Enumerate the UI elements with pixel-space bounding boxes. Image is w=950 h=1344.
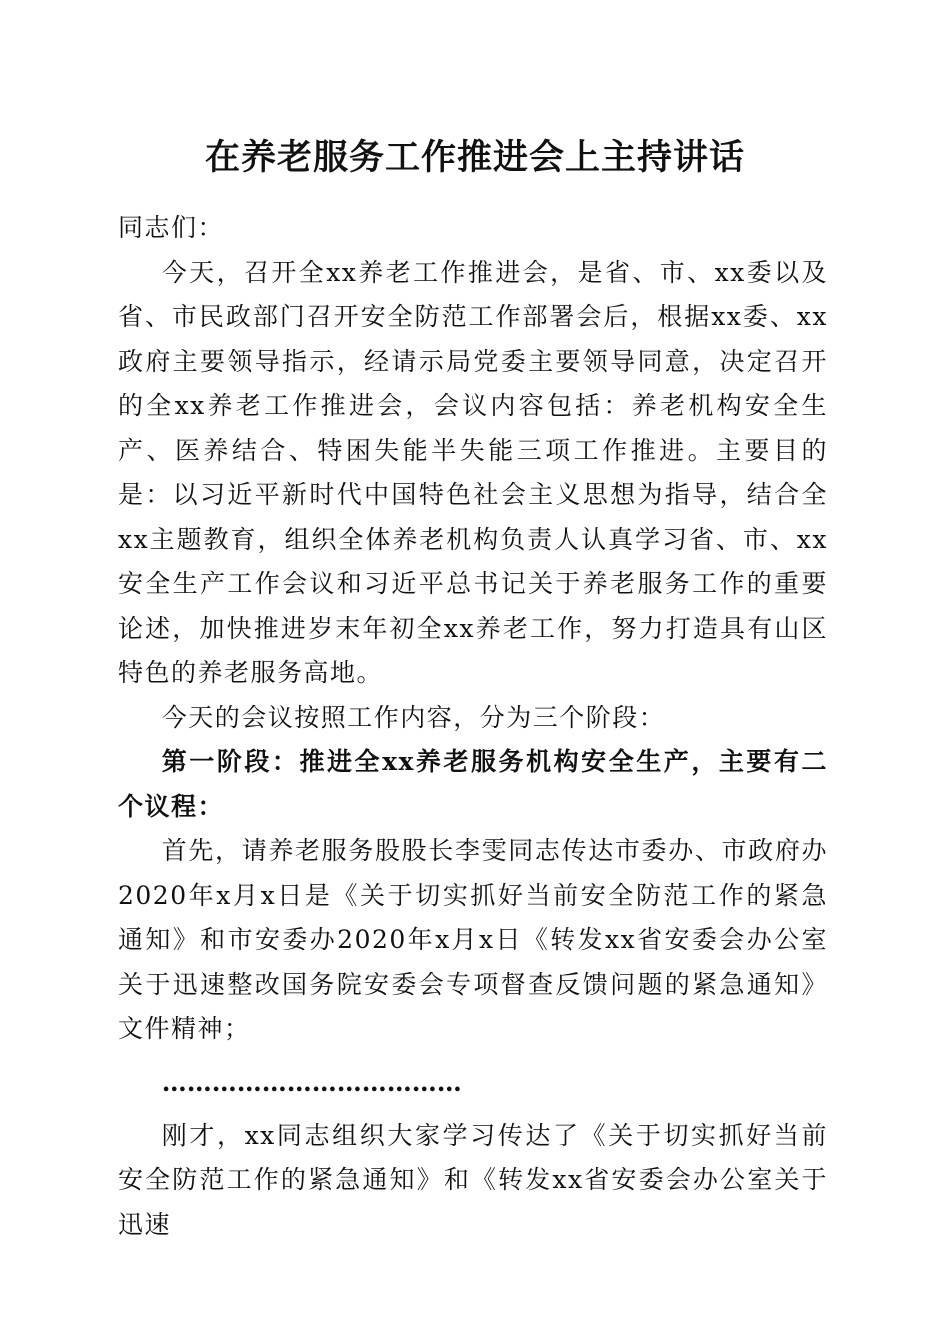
salutation: 同志们： <box>118 213 225 242</box>
paragraph-stages: 今天的会议按照工作内容，分为三个阶段： <box>161 702 666 732</box>
paragraph-stage-one-heading: 第一阶段：推进全xx养老服务机构安全生产，主要有二个议程： <box>118 747 828 821</box>
paragraph-intro: 今天，召开全xx养老工作推进会，是省、市、xx委以及省、市民政部门召开安全防范工作部署会后，根据xx委、xx政府主要领导指示，经请示局党委主要领导同意，决定召开的全xx养老工作推进会，会议内容包括：养老机构安全生产、医养结合、特困失能半失能三项工作推进。主要目的是：以习近平新时代中国特色社会主义思想为指导，结合全xx主题教育，组织全体养老机构负责人认真学习省、市、xx安全生产工作会议和习近平总书记关于养老服务工作的重要论述，加快推进岁末年初全xx养老工作，努力打造具有山区特色的养老服务高地。 <box>118 257 828 687</box>
paragraph-first-agenda: 首先，请养老服务股股长李雯同志传达市委办、市政府办2020年x月x日是《关于切实抓好当前安全防范工作的紧急通知》和市安委办2020年x月x日《转发xx省安委会办公室关于迅速整改国务院安委会专项督查反馈问题的紧急通知》文件精神； <box>118 836 828 1043</box>
document-body <box>118 206 828 1247</box>
paragraph-continuation: 刚才，xx同志组织大家学习传达了《关于切实抓好当前安全防范工作的紧急通知》和《转发xx省安委会办公室关于迅速 <box>118 1120 828 1239</box>
ellipsis-separator: ……………………………… <box>161 1067 462 1097</box>
document-title: 在养老服务工作推进会上主持讲话 <box>204 137 745 178</box>
